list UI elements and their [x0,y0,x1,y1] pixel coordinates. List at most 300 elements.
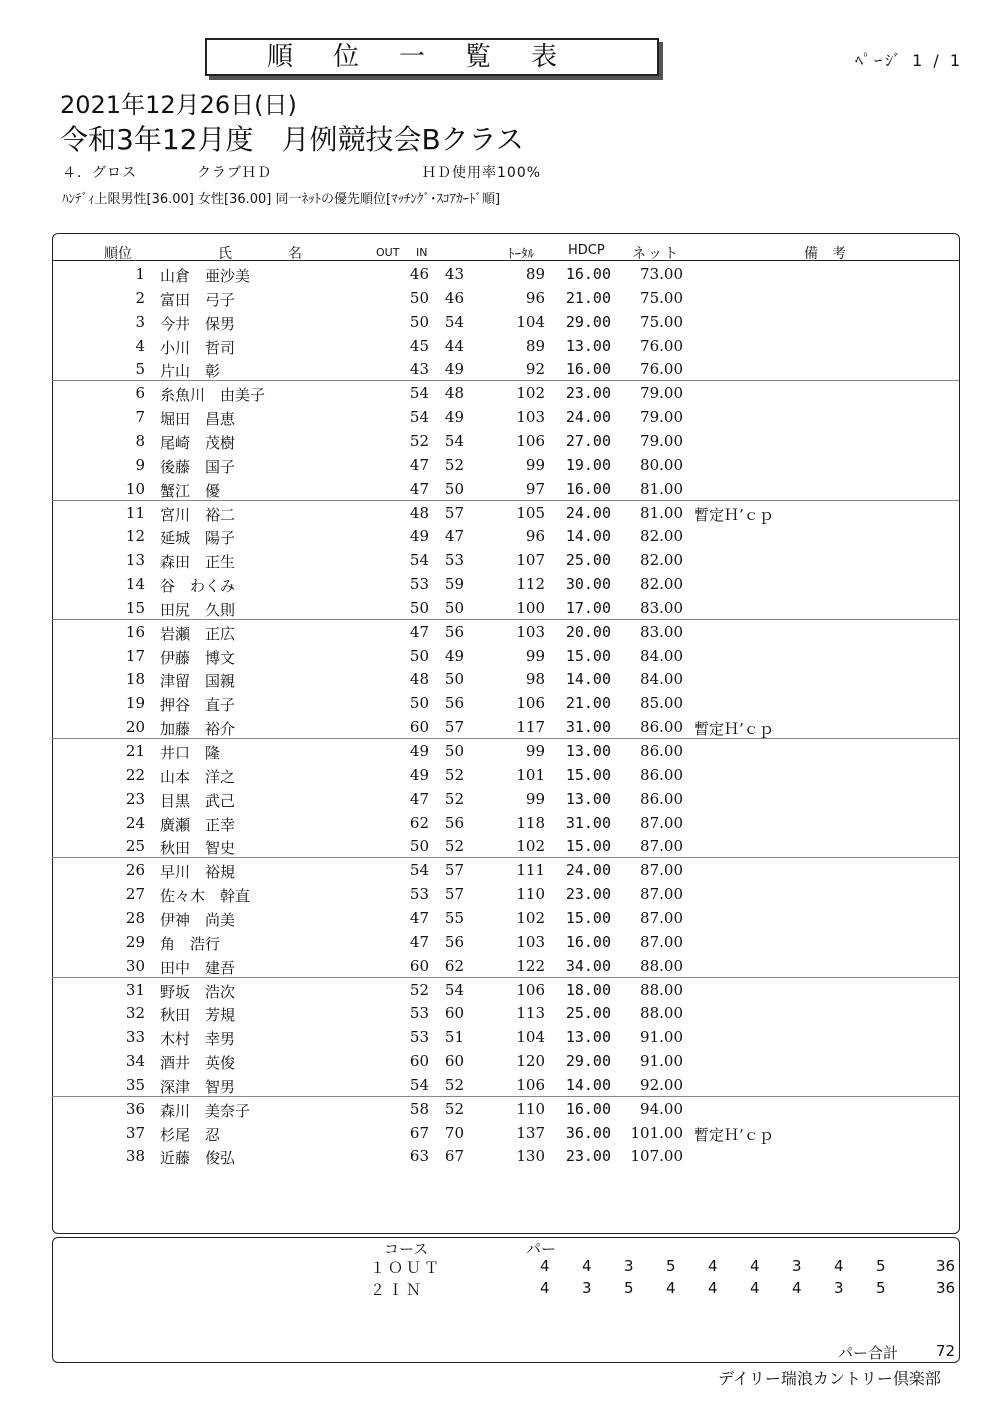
rank-cell: 7 [135,408,145,427]
table-row [52,978,959,1002]
player-name: 糸魚川 由美子 [160,386,266,405]
total-score: 99 [525,455,545,474]
col-name-header-1: 氏 [218,246,232,262]
player-name: 目黒 武己 [160,791,236,810]
in-score: 49 [444,646,464,665]
player-name: 早川 裕規 [160,863,236,882]
net-score: 73.00 [640,265,683,283]
player-name: 酒井 英俊 [160,1054,236,1073]
in-score: 56 [444,932,464,951]
in-score: 49 [444,408,464,427]
player-name: 伊神 尚美 [160,910,236,929]
total-score: 96 [525,288,545,307]
hdcp-value: 15.00 [565,646,611,665]
net-score: 92.00 [640,1075,683,1094]
out-score: 50 [409,694,429,713]
net-score: 76.00 [640,336,683,355]
hdcp-value: 13.00 [565,742,611,760]
hdcp-value: 25.00 [565,1004,611,1023]
table-row [52,1073,959,1097]
total-score: 104 [516,1028,545,1047]
scoring-info: ４．グロス クラブＨＤ ＨＤ使用率100% [62,165,542,181]
net-score: 76.00 [640,360,683,379]
player-name: 片山 彰 [160,362,221,381]
hdcp-value: 23.00 [565,885,611,904]
col-net-header: ネット [632,246,680,262]
table-row [52,524,959,548]
table-row [52,357,959,381]
rank-cell: 2 [135,288,145,307]
hdcp-value: 21.00 [565,288,611,307]
table-row [52,644,959,668]
out-score: 50 [409,646,429,665]
rank-cell: 32 [125,1004,145,1023]
in-score: 52 [444,1099,464,1118]
hole-par: 3 [624,1257,634,1275]
page-title: 順位一覧表 [205,38,659,76]
rank-cell: 6 [135,384,145,403]
course-name: １ＯＵＴ [370,1259,443,1277]
in-score: 50 [444,742,464,760]
rank-cell: 31 [125,980,145,999]
rank-cell: 29 [125,932,145,951]
hdcp-value: 20.00 [565,622,611,641]
total-score: 106 [516,980,545,999]
rank-cell: 18 [125,670,145,689]
in-score: 52 [444,789,464,808]
table-row [52,1121,959,1145]
player-name: 押谷 直子 [160,696,236,715]
hdcp-value: 13.00 [565,336,611,355]
total-score: 92 [525,360,545,379]
table-row [52,1001,959,1025]
total-score: 102 [516,908,545,927]
rank-cell: 3 [135,312,145,331]
col-rank-header: 順位 [104,246,132,262]
hole-par: 4 [750,1257,760,1275]
net-score: 88.00 [640,1004,683,1023]
table-row [52,477,959,501]
rank-cell: 8 [135,431,145,450]
rank-cell: 12 [125,527,145,546]
page-number: ﾍﾟｰｼﾞ 1 / 1 [855,51,964,70]
in-score: 49 [444,360,464,379]
rank-cell: 30 [125,956,145,975]
out-score: 47 [409,479,429,498]
table-row [52,1097,959,1121]
in-score: 50 [444,670,464,689]
out-score: 47 [409,622,429,641]
in-score: 57 [444,503,464,522]
out-score: 49 [409,742,429,760]
out-score: 54 [409,551,429,570]
total-score: 103 [516,932,545,951]
hdcp-value: 25.00 [565,551,611,570]
rank-cell: 35 [125,1075,145,1094]
table-row [52,381,959,405]
in-score: 53 [444,551,464,570]
table-row [52,954,959,978]
table-row [52,548,959,572]
course-name: ２ＩＮ [370,1281,425,1299]
player-name: 田中 建吾 [160,958,236,977]
rank-cell: 10 [125,479,145,498]
table-row [52,739,959,763]
rank-cell: 21 [125,742,145,760]
rank-cell: 27 [125,885,145,904]
table-row [52,667,959,691]
out-score: 47 [409,789,429,808]
in-score: 50 [444,479,464,498]
player-name: 蟹江 優 [160,481,221,500]
hdcp-value: 14.00 [565,670,611,689]
table-row [52,286,959,310]
hdcp-value: 21.00 [565,694,611,713]
net-score: 101.00 [630,1123,683,1142]
out-score: 60 [409,1052,429,1071]
hdcp-value: 15.00 [565,908,611,927]
rank-cell: 9 [135,455,145,474]
player-name: 田尻 久則 [160,600,236,619]
net-score: 79.00 [640,384,683,403]
total-score: 103 [516,622,545,641]
player-name: 廣瀬 正幸 [160,815,236,834]
out-score: 43 [409,360,429,379]
hdcp-value: 24.00 [565,503,611,522]
in-score: 59 [444,575,464,594]
hole-par: 5 [666,1257,676,1275]
event-date: 2021年12月26日(日) [60,91,297,119]
net-score: 87.00 [640,813,683,832]
net-score: 81.00 [640,479,683,498]
player-name: 木村 幸男 [160,1030,236,1049]
in-score: 47 [444,527,464,546]
event-title: 令和3年12月度 月例競技会Bクラス [60,123,524,156]
in-score: 51 [444,1028,464,1047]
in-score: 67 [444,1147,464,1166]
net-score: 107.00 [630,1147,683,1166]
player-name: 加藤 裕介 [160,720,236,739]
total-score: 99 [525,789,545,808]
out-score: 60 [409,956,429,975]
rank-cell: 24 [125,813,145,832]
net-score: 81.00 [640,503,683,522]
hdcp-value: 16.00 [565,265,611,283]
hole-par: 4 [708,1257,718,1275]
in-score: 56 [444,694,464,713]
hdcp-value: 23.00 [565,1147,611,1166]
out-score: 53 [409,1004,429,1023]
out-score: 47 [409,908,429,927]
hdcp-value: 24.00 [565,408,611,427]
course-par-box [52,1237,960,1363]
course-par-total: 36 [936,1279,956,1297]
club-name: デイリー瑞浪カントリー倶楽部 [718,1369,941,1388]
total-score: 110 [516,1099,545,1118]
out-score: 53 [409,1028,429,1047]
total-score: 96 [525,527,545,546]
total-score: 106 [516,694,545,713]
out-score: 47 [409,932,429,951]
hole-par: 4 [540,1257,550,1275]
table-row [52,1025,959,1049]
out-score: 50 [409,598,429,617]
net-score: 87.00 [640,861,683,880]
player-name: 角 浩行 [160,934,221,953]
out-score: 48 [409,670,429,689]
table-row [52,572,959,596]
player-name: 延城 陽子 [160,529,236,548]
net-score: 91.00 [640,1052,683,1071]
total-score: 118 [516,813,545,832]
rank-cell: 33 [125,1028,145,1047]
in-score: 43 [444,265,464,283]
table-row [52,858,959,882]
hole-par: 4 [792,1279,802,1297]
net-score: 83.00 [640,622,683,641]
in-score: 52 [444,1075,464,1094]
hdcp-value: 31.00 [565,813,611,832]
out-score: 49 [409,527,429,546]
out-score: 46 [409,265,429,283]
rank-cell: 34 [125,1052,145,1071]
net-score: 88.00 [640,956,683,975]
table-row [52,334,959,358]
out-score: 54 [409,408,429,427]
player-name: 今井 保男 [160,314,236,333]
in-score: 56 [444,813,464,832]
in-score: 44 [444,336,464,355]
hole-par: 4 [540,1279,550,1297]
total-score: 89 [525,336,545,355]
net-score: 79.00 [640,408,683,427]
col-hdcp-header: HDCP [568,243,605,258]
table-row [52,453,959,477]
hdcp-value: 29.00 [565,312,611,331]
out-score: 47 [409,455,429,474]
table-row [52,405,959,429]
col-in-header: IN [416,246,428,259]
net-score: 86.00 [640,718,683,737]
table-row [52,930,959,954]
total-score: 97 [525,479,545,498]
player-name: 近藤 俊弘 [160,1149,236,1168]
net-score: 86.00 [640,789,683,808]
hole-par: 4 [582,1257,592,1275]
hole-par: 3 [582,1279,592,1297]
hdcp-value: 16.00 [565,1099,611,1118]
col-total-header: ﾄｰﾀﾙ [508,247,534,262]
remarks-cell: 暫定Ｈ’ｃｐ [694,720,774,739]
player-name: 秋田 芳規 [160,1006,236,1025]
hdcp-value: 29.00 [565,1052,611,1071]
total-score: 107 [516,551,545,570]
table-row [52,620,959,644]
total-score: 106 [516,431,545,450]
col-name-header-2: 名 [288,246,302,262]
course-par-total: 36 [936,1257,956,1275]
out-score: 50 [409,312,429,331]
table-row [52,763,959,787]
handicap-info: ﾊﾝﾃﾞｨ上限男性[36.00] 女性[36.00] 同一ﾈｯﾄの優先順位[ﾏｯﾁﾝｸﾞ･ｽｺｱｶｰﾄﾞ順] [62,192,501,207]
player-name: 伊藤 博文 [160,648,236,667]
in-score: 54 [444,312,464,331]
out-score: 52 [409,980,429,999]
table-row [52,596,959,620]
player-name: 佐々木 幹直 [160,887,251,906]
net-score: 84.00 [640,670,683,689]
par-total-label: パー合計 [838,1344,899,1362]
total-score: 104 [516,312,545,331]
table-row [52,715,959,739]
rank-cell: 13 [125,551,145,570]
table-row [52,882,959,906]
out-score: 52 [409,431,429,450]
total-score: 99 [525,646,545,665]
net-score: 87.00 [640,837,683,856]
net-score: 87.00 [640,908,683,927]
player-name: 津留 国親 [160,672,236,691]
hdcp-value: 15.00 [565,837,611,856]
par-total-value: 72 [936,1342,956,1360]
table-row [52,429,959,453]
rank-cell: 14 [125,575,145,594]
net-score: 85.00 [640,694,683,713]
in-score: 57 [444,885,464,904]
total-score: 110 [516,885,545,904]
player-name: 岩瀬 正広 [160,624,236,643]
out-score: 54 [409,1075,429,1094]
total-score: 99 [525,742,545,760]
rank-cell: 26 [125,861,145,880]
net-score: 75.00 [640,288,683,307]
hdcp-value: 27.00 [565,431,611,450]
rank-cell: 15 [125,598,145,617]
hdcp-value: 36.00 [565,1123,611,1142]
player-name: 深津 智男 [160,1077,236,1096]
total-score: 122 [516,956,545,975]
hole-par: 5 [876,1279,886,1297]
out-score: 63 [409,1147,429,1166]
hdcp-value: 13.00 [565,789,611,808]
table-row [52,834,959,858]
in-score: 52 [444,837,464,856]
hole-par: 3 [834,1279,844,1297]
hdcp-value: 14.00 [565,1075,611,1094]
table-row [52,811,959,835]
rank-cell: 38 [125,1147,145,1166]
rank-cell: 19 [125,694,145,713]
hole-par: 5 [624,1279,634,1297]
out-score: 50 [409,837,429,856]
rank-cell: 11 [125,503,145,522]
rank-cell: 4 [135,336,145,355]
total-score: 101 [516,765,545,784]
hole-par: 4 [834,1257,844,1275]
player-name: 森川 美奈子 [160,1101,251,1120]
player-name: 尾崎 茂樹 [160,433,236,452]
hole-par: 3 [792,1257,802,1275]
total-score: 106 [516,1075,545,1094]
total-score: 112 [516,575,545,594]
total-score: 105 [516,503,545,522]
hdcp-value: 13.00 [565,1028,611,1047]
hdcp-value: 16.00 [565,479,611,498]
hdcp-value: 34.00 [565,956,611,975]
player-name: 秋田 智史 [160,839,236,858]
hdcp-value: 19.00 [565,455,611,474]
table-row [52,310,959,334]
in-score: 48 [444,384,464,403]
in-score: 52 [444,455,464,474]
in-score: 56 [444,622,464,641]
in-score: 52 [444,765,464,784]
out-score: 67 [409,1123,429,1142]
course-label: コース [384,1240,429,1258]
net-score: 75.00 [640,312,683,331]
net-score: 91.00 [640,1028,683,1047]
in-score: 57 [444,861,464,880]
table-row [52,1049,959,1073]
player-name: 杉尾 忍 [160,1125,221,1144]
hole-par: 5 [876,1257,886,1275]
rank-cell: 36 [125,1099,145,1118]
total-score: 103 [516,408,545,427]
player-name: 小川 哲司 [160,338,236,357]
player-name: 井口 隆 [160,744,221,762]
player-name: 野坂 浩次 [160,982,236,1001]
table-row [52,906,959,930]
out-score: 54 [409,861,429,880]
rank-cell: 1 [135,265,145,283]
player-name: 森田 正生 [160,553,236,572]
net-score: 82.00 [640,551,683,570]
table-row [52,501,959,525]
out-score: 49 [409,765,429,784]
out-score: 45 [409,336,429,355]
player-name: 富田 弓子 [160,290,236,309]
net-score: 87.00 [640,885,683,904]
total-score: 113 [516,1004,545,1023]
remarks-cell: 暫定Ｈ’ｃｐ [694,1125,774,1144]
in-score: 54 [444,431,464,450]
total-score: 89 [525,265,545,283]
total-score: 100 [516,598,545,617]
table-row [52,787,959,811]
player-name: 山倉 亜沙美 [160,267,251,285]
out-score: 48 [409,503,429,522]
total-score: 130 [516,1147,545,1166]
player-name: 谷 わくみ [160,577,236,596]
in-score: 60 [444,1052,464,1071]
net-score: 82.00 [640,575,683,594]
out-score: 50 [409,288,429,307]
rank-cell: 22 [125,765,145,784]
rank-cell: 23 [125,789,145,808]
net-score: 82.00 [640,527,683,546]
net-score: 79.00 [640,431,683,450]
player-name: 宮川 裕二 [160,505,236,524]
out-score: 58 [409,1099,429,1118]
net-score: 80.00 [640,455,683,474]
hdcp-value: 17.00 [565,598,611,617]
table-row [52,262,959,286]
in-score: 54 [444,980,464,999]
rank-cell: 28 [125,908,145,927]
total-score: 102 [516,837,545,856]
net-score: 88.00 [640,980,683,999]
total-score: 98 [525,670,545,689]
